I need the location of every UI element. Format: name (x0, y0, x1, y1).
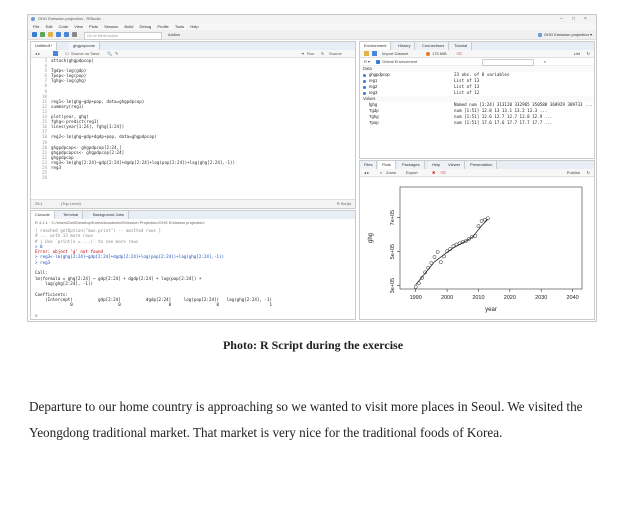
data-point (417, 282, 420, 285)
tab-untitled1[interactable]: Untitled1* (31, 42, 57, 50)
source-editor-pane (30, 41, 356, 209)
source-on-save-label: Source on Save (71, 51, 100, 56)
data-point (480, 219, 483, 222)
object-name: Tpop (369, 120, 379, 125)
code-text: Tpop<-log(pop) (51, 73, 87, 79)
new-file-icon[interactable] (32, 32, 37, 37)
object-value: num [1:51] 17.6 17.6 17.7 17.7 17.7 ... (454, 120, 553, 125)
scope-indicator[interactable]: (Top Level) (61, 201, 81, 206)
publish-button[interactable]: Publish (566, 170, 580, 175)
line-number: 5 (44, 68, 47, 74)
console-line: 0 0 0 0 1 (35, 302, 272, 308)
remove-plot-icon[interactable]: ✖ (432, 170, 436, 175)
object-value: List of 13 (454, 78, 480, 83)
line-number: 23 (41, 159, 47, 165)
line-number: 15 (41, 119, 47, 125)
line-number: 4 (44, 63, 47, 69)
export-button[interactable]: Export (406, 170, 418, 175)
line-number: 8 (44, 83, 47, 89)
tab-help[interactable]: Help (428, 161, 445, 169)
code-text: reg2<-lm(ghg~gdp+dgdp+pop, data=ghgpdpcop) (51, 134, 157, 140)
addins-menu[interactable]: Addins (168, 32, 181, 37)
object-name: reg3 (369, 90, 378, 95)
global-env-icon (376, 60, 380, 64)
code-text: reg3<-lm(ghg[2:24]~gdp[2:24]+dgdp[2:24]+log(pop[2:24])+lag(ghg[2:24],-1)) (51, 159, 236, 165)
code-area[interactable] (31, 58, 355, 198)
object-name: ghgpdpcop (369, 72, 390, 77)
line-number: 6 (44, 73, 47, 79)
data-point (442, 255, 445, 258)
window-title: GHG Emission projection - RStudio (38, 16, 101, 21)
y-tick-label: 5e+05 (390, 243, 396, 260)
x-tick-label: 2030 (535, 295, 548, 301)
menu-help[interactable]: Help (190, 24, 199, 29)
x-tick-label: 2000 (440, 295, 454, 301)
tab-plots[interactable]: Plots (378, 161, 396, 169)
r-icon: R ▾ (364, 59, 371, 64)
line-number: 22 (41, 154, 47, 160)
line-number: 19 (41, 139, 47, 145)
editor-status-bar (31, 199, 355, 208)
main-toolbar (28, 30, 596, 40)
line-number: 26 (41, 175, 47, 181)
menu-bar (28, 23, 596, 30)
x-tick-label: 2040 (566, 295, 579, 301)
wand-icon[interactable]: ✎ (115, 51, 119, 56)
project-icon (538, 33, 542, 37)
search-icon[interactable]: 🔍 (107, 51, 112, 56)
project-name: GHG Emission projection (543, 32, 589, 37)
save-icon[interactable] (56, 32, 61, 37)
new-project-icon[interactable] (40, 32, 45, 37)
line-number: 16 (41, 124, 47, 130)
object-value: List of 13 (454, 84, 480, 89)
source-button[interactable]: Source (329, 51, 342, 56)
clear-plots-icon[interactable]: ⌫ (440, 170, 446, 175)
console-line: > 0 (35, 243, 43, 249)
data-point (483, 218, 486, 221)
code-text: fghg<-predict(reg1) (51, 119, 99, 125)
zoom-icon: ⌕ (380, 170, 383, 175)
data-point (433, 255, 436, 258)
minimize-icon[interactable]: – (560, 16, 563, 22)
console-line: (Intercept) gdp[2:24] dgdp[2:24] log(pop[2:24]) lag(ghg[2:24], -1) (35, 296, 272, 302)
environment-pane (359, 41, 595, 159)
line-number: 21 (41, 149, 47, 155)
tab-viewer[interactable]: Viewer (444, 161, 465, 169)
console-pane (30, 210, 356, 320)
source-on-save-checkbox[interactable]: ☐ (65, 51, 69, 56)
open-file-icon[interactable] (48, 32, 53, 37)
search-env-icon: ⌕ (543, 59, 546, 64)
line-number: 10 (41, 93, 47, 99)
x-tick-label: 2020 (503, 295, 516, 301)
memory-icon (426, 52, 430, 56)
code-text: summary(reg1) (51, 103, 84, 109)
tab-environment[interactable]: Environment (360, 42, 391, 50)
code-text: ghgpdpcop<- ghgpdpcop[2:24,] (51, 144, 122, 150)
maximize-icon[interactable]: □ (572, 16, 576, 22)
code-text: Tgdp<-log(gdp) (51, 68, 87, 74)
tab-history[interactable]: History (394, 42, 415, 50)
tab-packages[interactable]: Packages (398, 161, 425, 169)
fitted-line (416, 219, 488, 284)
values-section-header: Values (360, 96, 594, 102)
line-number: 25 (41, 170, 47, 176)
rstudio-screenshot (27, 14, 597, 322)
file-type[interactable]: R Script (336, 201, 351, 206)
console-line: lm(formula = ghg[2:24] ~ gdp[2:24] + dgdp[2:24] + log(pop[2:24]) + (35, 275, 202, 281)
print-icon[interactable] (72, 32, 77, 37)
y-axis-label: ghg (368, 232, 374, 244)
dataset-icon (363, 86, 366, 89)
environment-row[interactable] (360, 90, 594, 96)
line-number: 9 (44, 88, 47, 94)
line-number: 18 (41, 134, 47, 140)
environment-toolbar (360, 50, 594, 58)
console-line: > reg3<-lm(ghg[2:24]~gdp[2:24]+dgdp[2:24]+log(pop[2:24])+lag(ghg[2:24],-1)) (35, 254, 225, 260)
console-line: Error: object 'g' not found (35, 249, 104, 255)
photo-caption: Photo: R Script during the exercise (222, 338, 404, 352)
data-point (477, 225, 480, 228)
x-axis-label: year (485, 307, 497, 313)
rerun-icon[interactable]: ↻ (321, 51, 325, 56)
plots-pane (359, 160, 595, 320)
close-icon[interactable]: × (584, 16, 587, 22)
data-point (430, 262, 433, 265)
line-number: 24 (41, 164, 47, 170)
title-bar (28, 15, 596, 23)
console-path: R 4.1.1 · C:/Users/Dell/Desktop/Korea/Academic/Emission Projection/GHG Emission projection/ (35, 220, 205, 225)
line-number: 7 (44, 78, 47, 84)
data-point (436, 250, 439, 253)
run-arrow-icon[interactable]: ➔ (301, 51, 305, 56)
editor-toolbar (31, 50, 355, 58)
data-point (455, 243, 458, 246)
code-text: plot(year, ghg) (51, 114, 89, 120)
console-line: > reg3 (35, 259, 51, 265)
prev-plot-icon[interactable]: ◂ ▸ (364, 170, 370, 175)
menu-profile[interactable]: Profile (157, 24, 169, 29)
x-tick-label: 2010 (472, 295, 485, 301)
object-value: num [1:51] 12.6 12.7 12.7 12.8 12.9 ... (454, 114, 553, 119)
tab-console[interactable]: Console (31, 211, 55, 219)
object-name: fghg (369, 102, 378, 107)
open-workspace-icon[interactable] (364, 51, 369, 56)
code-text: reg1<-lm(ghg~gdp+pop, data=ghgpdpcop) (51, 98, 145, 104)
line-number: 20 (41, 144, 47, 150)
menu-edit[interactable]: Edit (45, 24, 53, 29)
save-all-icon[interactable] (64, 32, 69, 37)
data-point (439, 261, 442, 264)
object-name: reg1 (369, 78, 378, 83)
refresh-plot-icon[interactable]: ↻ (586, 170, 590, 175)
console-line: [ reached getOption("max.print") -- omitted rows ] (35, 228, 162, 233)
ghg-scatter-plot (360, 177, 594, 319)
console-line: Coefficients: (35, 291, 68, 297)
line-number: 12 (41, 103, 47, 109)
goto-file-input[interactable]: Go to file/function (84, 32, 162, 40)
tab-presentation[interactable]: Presentation (466, 161, 497, 169)
line-number: 14 (41, 114, 47, 120)
code-text: ghgpdpcopcs<- ghgpdpcop[2:24] (51, 149, 125, 155)
line-number: 3 (44, 58, 47, 63)
console-line: # ... with 13 more rows (35, 233, 93, 239)
import-dataset-button[interactable]: Import Dataset (382, 51, 409, 56)
menu-build[interactable]: Build (124, 24, 134, 29)
object-value: Named num [1:24] 313120 332965 350588 368929 389733 ... (454, 102, 593, 107)
environment-scope-bar (360, 58, 594, 66)
dataset-icon (363, 74, 366, 77)
line-number: 11 (41, 98, 47, 104)
console-tabs (31, 211, 355, 219)
data-point (414, 285, 417, 288)
code-text: Tghg<-log(ghg) (51, 78, 87, 84)
environment-tabs (360, 42, 594, 50)
menu-code[interactable]: Code (58, 24, 69, 29)
y-tick-label: 7e+05 (390, 209, 396, 226)
console-line: # i Use `print(n = ...)` to see more rows (35, 238, 139, 244)
environment-row[interactable] (360, 120, 594, 126)
code-text: ghgpdpcop (51, 154, 74, 160)
data-point (474, 234, 477, 237)
console-line: Call: (35, 270, 48, 276)
cursor-position: 25:1 (35, 201, 43, 206)
object-value: 23 obs. of 8 variables (454, 72, 510, 77)
console-output[interactable] (35, 228, 351, 318)
menu-session[interactable]: Session (104, 24, 119, 29)
menu-plots[interactable]: Plots (89, 24, 98, 29)
object-value: num [1:51] 12.8 13 13.1 13.2 13.3 ... (454, 108, 548, 113)
save-workspace-icon[interactable] (372, 51, 377, 56)
dataset-icon (363, 80, 366, 83)
y-tick-label: 3e+05 (390, 277, 396, 294)
save-file-icon[interactable] (53, 51, 58, 56)
data-section-header: Data (360, 66, 594, 72)
data-point (452, 245, 455, 248)
refresh-icon[interactable]: ↻ (586, 51, 590, 56)
memory-usage[interactable]: 175 MiB (432, 51, 447, 56)
code-text: reg3 (51, 164, 62, 170)
plot-frame (400, 187, 582, 289)
object-name: reg2 (369, 84, 378, 89)
tab-background-jobs[interactable]: Background Jobs (89, 211, 129, 219)
menu-debug[interactable]: Debug (139, 24, 152, 29)
rstudio-logo-icon (31, 17, 35, 21)
plots-tabs (360, 161, 594, 169)
menu-file[interactable]: File (33, 24, 40, 29)
console-line: lag(ghg[2:24], -1)) (35, 280, 93, 286)
environment-search-input[interactable] (482, 59, 534, 66)
tab-tutorial[interactable]: Tutorial (450, 42, 472, 50)
menu-view[interactable]: View (74, 24, 83, 29)
list-view-select[interactable]: List (573, 51, 580, 56)
project-menu[interactable]: GHG Emission projection ▾ (538, 30, 592, 39)
code-text: attach(ghgpdpcop) (51, 58, 94, 63)
dataset-icon (363, 92, 366, 95)
body-paragraph: Departure to our home country is approaching so we wanted to visit more places in Seoul. We visited the Yeongdong traditional market. That market is very nice for the traditional foods of Korea. (29, 399, 583, 440)
code-line[interactable] (31, 175, 355, 180)
object-value: List of 12 (454, 90, 480, 95)
tab-terminal[interactable]: Terminal (59, 211, 83, 219)
plots-toolbar (360, 169, 594, 177)
editor-tabs (31, 42, 355, 50)
object-name: Tghg (369, 114, 379, 119)
environment-list (360, 66, 594, 126)
broom-icon[interactable]: ⌫ (456, 51, 462, 56)
menu-tools[interactable]: Tools (174, 24, 185, 29)
console-line: > (35, 312, 38, 318)
run-button[interactable]: Run (307, 51, 315, 56)
tab-files[interactable]: Files (360, 161, 377, 169)
line-number: 13 (41, 108, 47, 114)
line-number: 17 (41, 129, 47, 135)
back-arrow-icon[interactable]: ◂ ▸ (35, 51, 41, 56)
tab-ghgpopcone[interactable]: ghgpopcone (69, 42, 100, 50)
tab-connections[interactable]: Connections (418, 42, 449, 50)
zoom-button[interactable]: Zoom (386, 170, 397, 175)
x-tick-label: 1990 (409, 295, 422, 301)
object-name: Tgdp (369, 108, 379, 113)
scope-select[interactable]: Global Environment (382, 59, 418, 64)
code-text: lines(year[1:24], fghg[1:24]) (51, 124, 125, 130)
